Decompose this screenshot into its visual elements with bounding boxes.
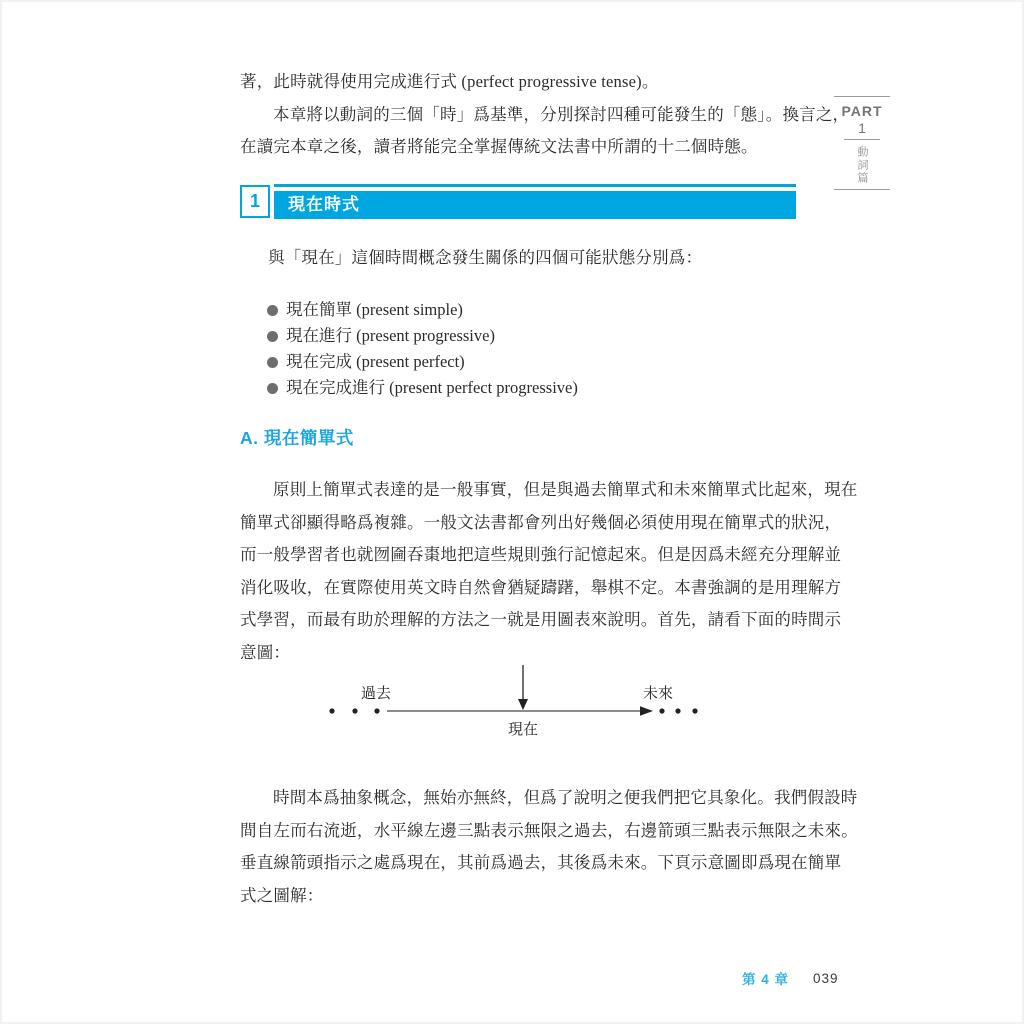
paragraph-line: 而一般學習者也就囫圇吞棗地把這些規則強行記憶起來。但是因爲未經充分理解並 (240, 545, 842, 564)
bullet-icon (267, 383, 278, 394)
intro-sentence: 與「現在」這個時間概念發生關係的四個可能狀態分別爲： (268, 248, 703, 267)
right-arrowhead-icon (640, 706, 653, 716)
subsection-label: A. (240, 428, 259, 448)
tab-divider (844, 139, 880, 140)
part-tab-label: PART (841, 103, 883, 119)
section-title: 現在時式 (274, 191, 796, 219)
tab-divider (834, 189, 890, 190)
part-tab-number: 1 (858, 120, 866, 136)
paragraph-line: 垂直線箭頭指示之處爲現在，其前爲過去，其後爲未來。下頁示意圖即爲現在簡單 (240, 853, 842, 872)
tense-list (267, 297, 578, 401)
past-dot (374, 708, 379, 713)
past-dot (329, 708, 334, 713)
paragraph-line: 間自左而右流逝，水平線左邊三點表示無限之過去，右邊箭頭三點表示無限之未來。 (240, 820, 858, 840)
list-item-label: 現在簡單 (present simple) (286, 300, 463, 319)
down-arrowhead-icon (518, 699, 528, 710)
page-footer (742, 968, 852, 988)
subsection-title: 現在簡單式 (263, 428, 354, 448)
list-item (267, 375, 578, 401)
bullet-icon (267, 331, 278, 342)
future-dot (659, 708, 664, 713)
bullet-icon (267, 305, 278, 316)
section-number-badge: 1 (240, 185, 270, 218)
list-item-label: 現在進行 (present progressive) (286, 326, 495, 345)
timeline-past-label: 過去 (360, 686, 392, 702)
paragraph-line: 簡單式卻顯得略爲複雜。一般文法書都會列出好幾個必須使用現在簡單式的狀況， (240, 512, 842, 532)
timeline-diagram (300, 660, 740, 745)
paragraph-line: 消化吸收，在實際使用英文時自然會猶疑躊躇，舉棋不定。本書強調的是用理解方 (240, 577, 842, 597)
past-dot (352, 708, 357, 713)
section-header-topline (274, 184, 796, 187)
future-dot (675, 708, 680, 713)
list-item-label: 現在完成進行 (present perfect progressive) (286, 378, 578, 397)
body-paragraph-a (240, 474, 858, 669)
paragraph-line: 原則上簡單式表達的是一般事實，但是與過去簡單式和未來簡單式比起來，現在 (273, 480, 858, 499)
tab-divider (834, 96, 890, 97)
part-tab-section-title: 動詞篇 (856, 145, 868, 185)
part-tab (834, 96, 890, 190)
timeline-present-label: 現在 (507, 722, 539, 738)
timeline-future-label: 未來 (642, 686, 674, 702)
list-item (267, 349, 578, 375)
list-item (267, 323, 578, 349)
footer-chapter-label: 第 4 章 (742, 972, 790, 987)
paragraph-line: 著，此時就得使用完成進行式 (perfect progressive tense)。 (240, 72, 659, 91)
subsection-heading (240, 425, 354, 450)
paragraph-line: 本章將以動詞的三個「時」爲基準，分別探討四種可能發生的「態」。換言之， (273, 104, 850, 124)
paragraph-line: 在讀完本章之後，讀者將能完全掌握傳統文法書中所謂的十二個時態。 (240, 137, 758, 156)
paragraph-line: 時間本爲抽象概念，無始亦無終，但爲了說明之便我們把它具象化。我們假設時 (273, 788, 858, 807)
paragraph-line: 式之圖解： (240, 885, 324, 905)
section-header (240, 184, 796, 219)
list-item-label: 現在完成 (present perfect) (286, 352, 465, 371)
paragraph-line: 意圖： (240, 642, 291, 662)
future-dot (692, 708, 697, 713)
top-paragraph (240, 66, 850, 164)
body-paragraph-b (240, 782, 858, 912)
bullet-icon (267, 357, 278, 368)
footer-page-number: 039 (813, 970, 839, 986)
list-item (267, 297, 578, 323)
paragraph-line: 式學習，而最有助於理解的方法之一就是用圖表來說明。首先，請看下面的時間示 (240, 610, 842, 629)
